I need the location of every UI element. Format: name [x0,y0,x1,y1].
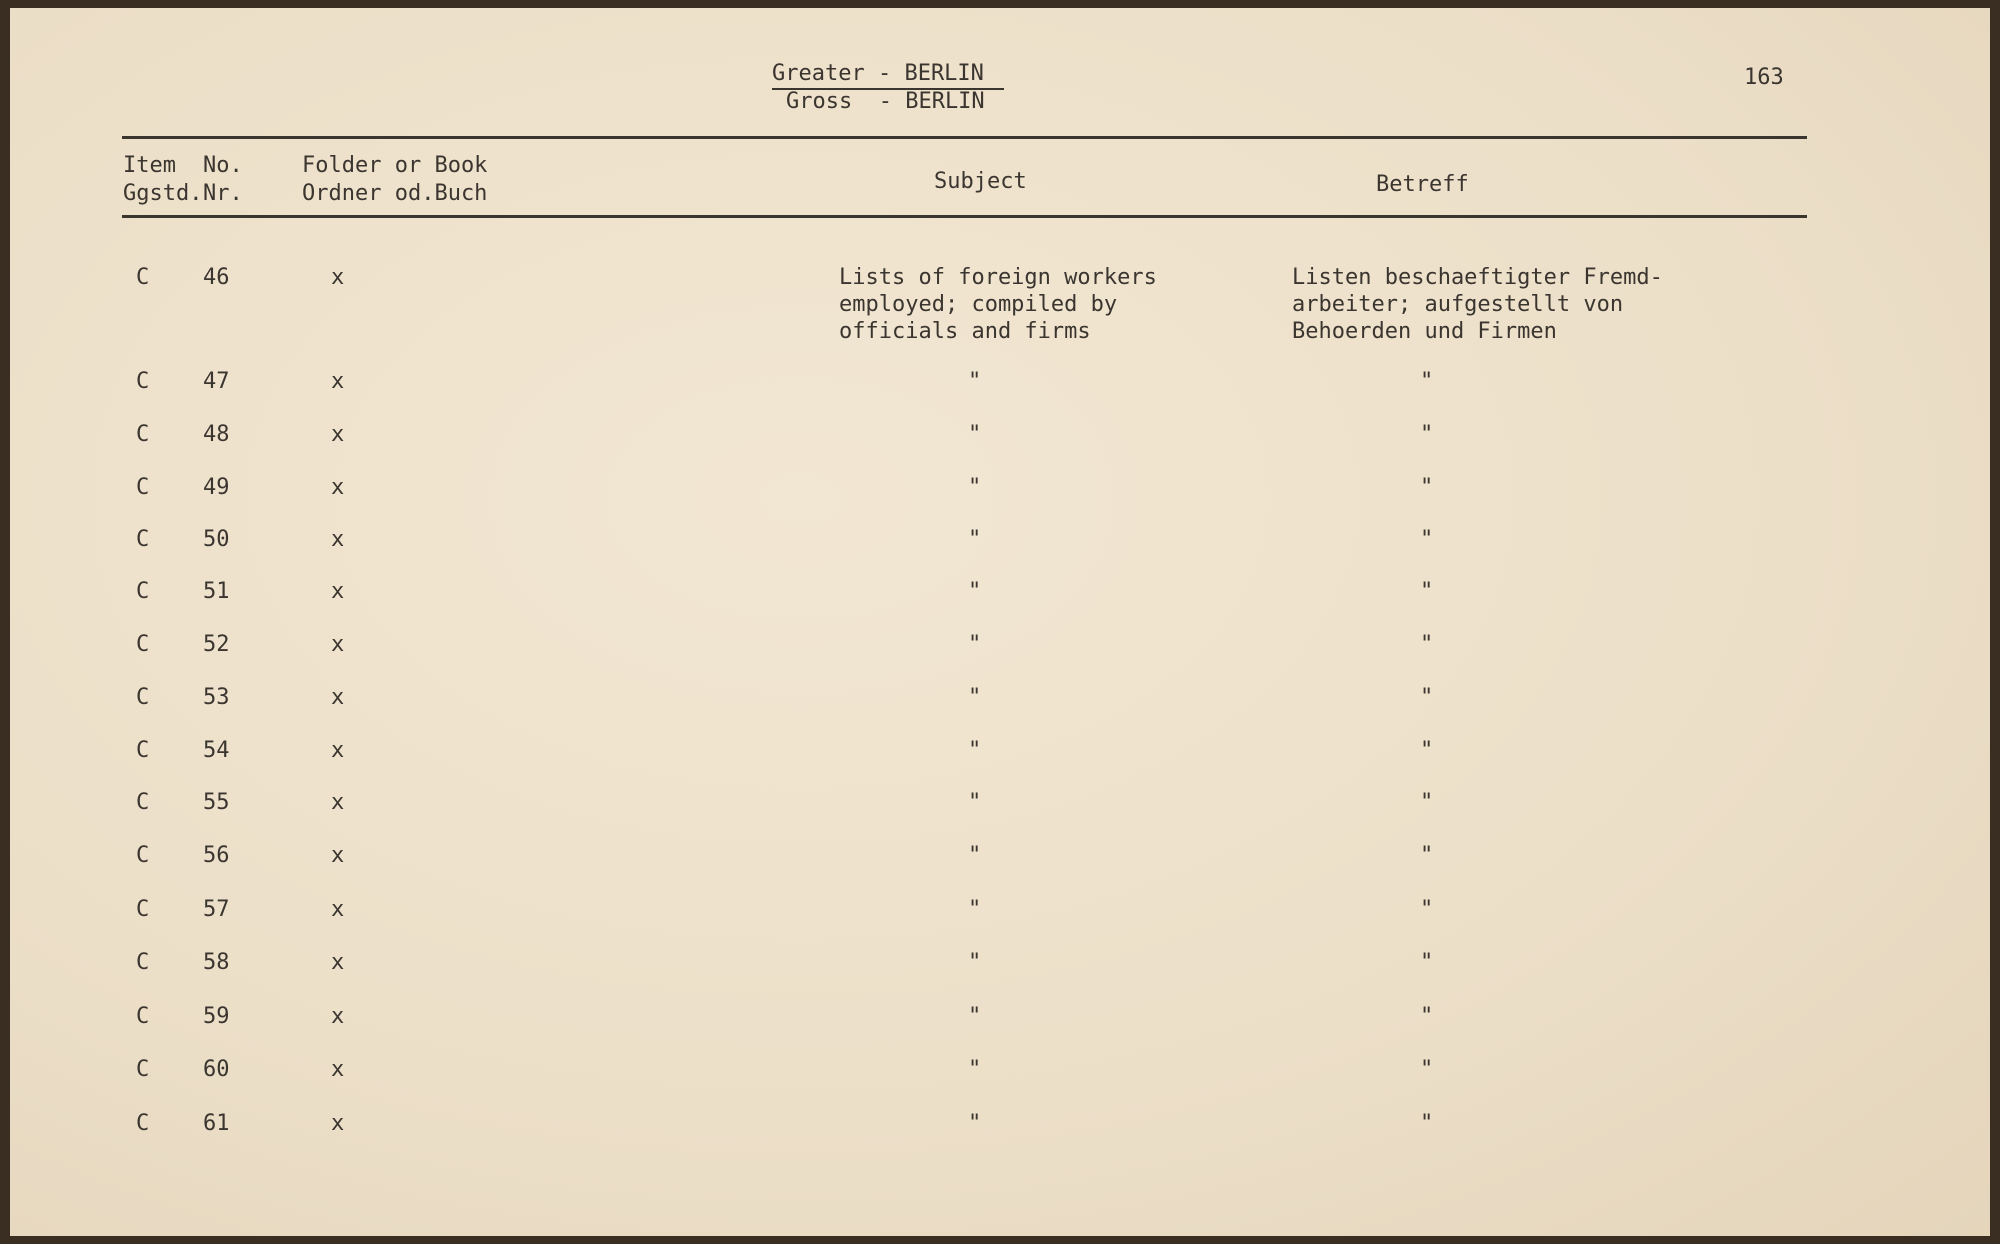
cell-number: 55 [203,790,230,815]
document-page [10,8,1990,1236]
cell-betreff: " [1420,369,1434,394]
cell-betreff: " [1420,950,1434,975]
cell-betreff: " [1420,1057,1434,1082]
cell-subject: " [968,1057,982,1082]
cell-betreff: " [1420,1111,1434,1136]
cell-betreff: " [1420,475,1434,500]
cell-number: 46 [203,265,230,290]
cell-item: C [136,790,150,815]
cell-betreff: " [1420,843,1434,868]
page-number: 163 [1744,65,1784,90]
cell-item: C [136,422,150,447]
cell-betreff: " [1420,527,1434,552]
cell-number: 54 [203,738,230,763]
cell-folder: x [331,422,345,447]
cell-number: 47 [203,369,230,394]
cell-subject: " [968,475,982,500]
cell-number: 61 [203,1111,230,1136]
cell-subject: " [968,738,982,763]
cell-item: C [136,738,150,763]
cell-number: 57 [203,897,230,922]
cell-item: C [136,632,150,657]
title-german: Gross - BERLIN [786,89,985,114]
cell-number: 52 [203,632,230,657]
cell-item: C [136,1111,150,1136]
cell-folder: x [331,1004,345,1029]
cell-subject: Lists of foreign workers employed; compiled by officials and firms [839,265,1157,344]
header-bottom-rule [122,215,1807,218]
cell-item: C [136,843,150,868]
cell-betreff: " [1420,422,1434,447]
column-header-folder-de: Ordner od.Buch [302,181,488,206]
cell-subject: " [968,685,982,710]
title-english: Greater - BERLIN [772,61,984,86]
cell-subject: " [968,527,982,552]
cell-item: C [136,685,150,710]
cell-folder: x [331,685,345,710]
cell-subject: " [968,950,982,975]
cell-subject: " [968,422,982,447]
cell-betreff: " [1420,897,1434,922]
cell-item: C [136,265,150,290]
cell-folder: x [331,265,345,290]
cell-number: 53 [203,685,230,710]
cell-item: C [136,1004,150,1029]
cell-folder: x [331,1057,345,1082]
cell-subject: " [968,1111,982,1136]
cell-number: 56 [203,843,230,868]
cell-folder: x [331,1111,345,1136]
cell-number: 50 [203,527,230,552]
cell-subject: " [968,897,982,922]
cell-betreff: " [1420,579,1434,604]
cell-item: C [136,527,150,552]
column-header-item: Item [123,153,176,178]
cell-folder: x [331,950,345,975]
column-header-folder: Folder or Book [302,153,488,178]
column-header-no-de: Nr. [203,181,243,206]
cell-item: C [136,1057,150,1082]
cell-folder: x [331,475,345,500]
cell-number: 48 [203,422,230,447]
cell-folder: x [331,579,345,604]
header-top-rule [122,136,1807,139]
cell-item: C [136,475,150,500]
cell-number: 58 [203,950,230,975]
cell-number: 59 [203,1004,230,1029]
cell-folder: x [331,738,345,763]
cell-folder: x [331,790,345,815]
cell-subject: " [968,632,982,657]
cell-betreff: " [1420,632,1434,657]
cell-number: 49 [203,475,230,500]
cell-betreff: " [1420,790,1434,815]
column-header-subject: Subject [934,169,1027,194]
cell-item: C [136,950,150,975]
cell-number: 51 [203,579,230,604]
cell-number: 60 [203,1057,230,1082]
cell-subject: " [968,1004,982,1029]
cell-folder: x [331,632,345,657]
cell-item: C [136,579,150,604]
cell-betreff: " [1420,1004,1434,1029]
cell-subject: " [968,790,982,815]
cell-betreff: " [1420,738,1434,763]
cell-folder: x [331,843,345,868]
cell-folder: x [331,897,345,922]
column-header-no: No. [203,153,243,178]
cell-betreff: Listen beschaeftigter Fremd- arbeiter; aufgestellt von Behoerden und Firmen [1292,265,1663,344]
cell-subject: " [968,369,982,394]
column-header-item-de: Ggstd. [123,181,203,206]
cell-betreff: " [1420,685,1434,710]
cell-folder: x [331,527,345,552]
cell-subject: " [968,843,982,868]
cell-item: C [136,369,150,394]
cell-folder: x [331,369,345,394]
column-header-betreff: Betreff [1376,172,1469,197]
cell-subject: " [968,579,982,604]
cell-item: C [136,897,150,922]
